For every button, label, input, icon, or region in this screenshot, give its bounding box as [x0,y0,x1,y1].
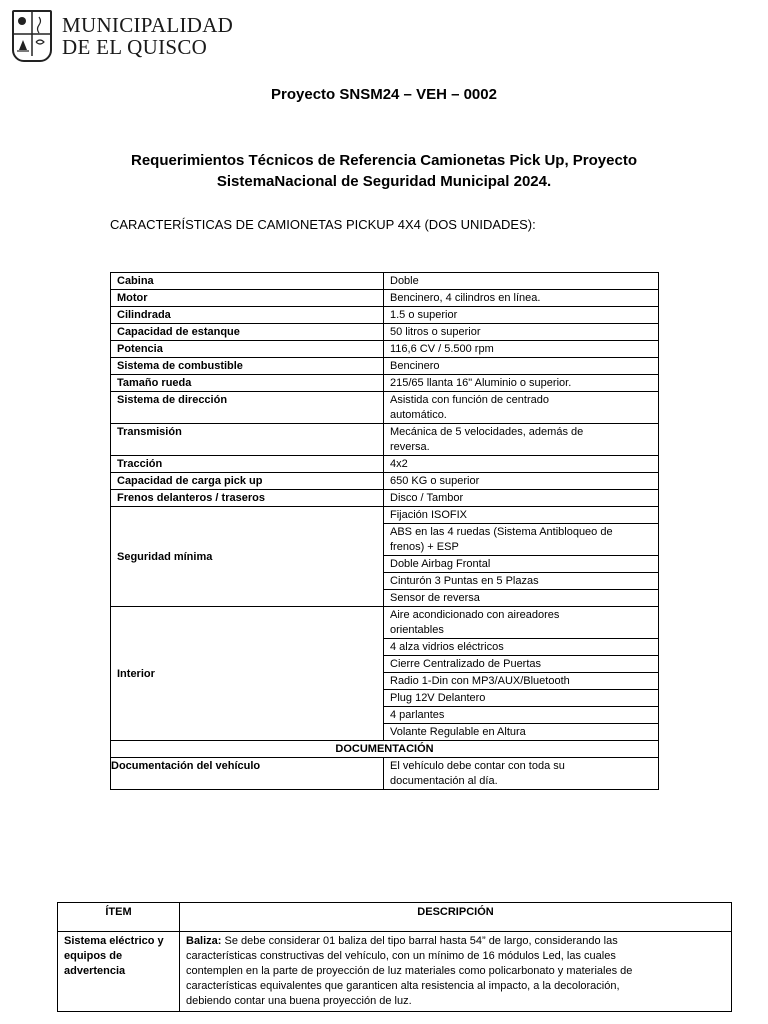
item-cell-line: equipos de [64,950,123,962]
table-row [111,273,659,290]
table-row [111,424,659,456]
table-row [111,473,659,490]
spec-value-line: Asistida con función de centrado [390,394,549,406]
table-row [111,341,659,358]
spec-value: 650 KG o superior [384,473,659,490]
table-row [111,490,659,507]
security-item: Doble Airbag Frontal [384,556,659,573]
spec-label: Motor [111,290,384,307]
spec-value [384,392,659,424]
spec-label: Potencia [111,341,384,358]
table-row [111,375,659,392]
spec-value: 4x2 [384,456,659,473]
security-item: Cinturón 3 Puntas en 5 Plazas [384,573,659,590]
requirements-title [110,150,658,192]
documentation-label: Documentación del vehículo [111,758,384,790]
requirements-title-line1: Requerimientos Técnicos de Referencia Camionetas Pick Up, Proyecto [130,152,637,169]
table-row [111,456,659,473]
municipality-name [62,14,233,58]
specifications-table [110,272,659,790]
municipality-name-line1: MUNICIPALIDAD [62,13,234,37]
table-row [111,758,659,790]
documentation-value [384,758,659,790]
item-cell [58,932,180,1012]
page-header [12,10,233,62]
item-column-header: ÍTEM [58,903,180,932]
description-line [186,934,725,949]
table-row [111,358,659,375]
spec-label: Cilindrada [111,307,384,324]
requirements-title-line2: SistemaNacional de Seguridad Municipal 2024. [216,173,552,190]
table-row [111,324,659,341]
spec-value [384,424,659,456]
interior-item [384,607,659,639]
spec-label: Cabina [111,273,384,290]
interior-item: Radio 1-Din con MP3/AUX/Bluetooth [384,673,659,690]
project-title: Proyecto SNSM24 – VEH – 0002 [271,86,497,103]
description-column-header: DESCRIPCIÓN [180,903,732,932]
spec-value: Disco / Tambor [384,490,659,507]
security-item-line: ABS en las 4 ruedas (Sistema Antibloqueo de [390,526,613,538]
description-line-text: Se debe considerar 01 baliza del tipo barral hasta 54” de largo, considerando las [221,935,618,947]
interior-item: 4 alza vidrios eléctricos [384,639,659,656]
table-row [111,741,659,758]
spec-value-line: automático. [390,409,447,421]
spec-value: 1.5 o superior [384,307,659,324]
spec-value-line: Mecánica de 5 velocidades, además de [390,426,584,438]
description-cell [180,932,732,1012]
spec-label: Transmisión [111,424,384,456]
security-label: Seguridad mínima [111,507,384,607]
security-item: Sensor de reversa [384,590,659,607]
documentation-header: DOCUMENTACIÓN [111,741,659,758]
spec-value-line: reversa. [390,441,430,453]
spec-label: Sistema de combustible [111,358,384,375]
description-line: debiendo contar una buena proyección de luz. [186,995,412,1007]
municipal-crest-logo [12,10,52,62]
spec-label: Capacidad de carga pick up [111,473,384,490]
table-row [58,932,732,1012]
interior-item-line: Aire acondicionado con aireadores [390,609,560,621]
municipality-name-line2: DE EL QUISCO [62,35,208,59]
table-row [111,307,659,324]
interior-item-line: orientables [390,624,444,636]
spec-value: 116,6 CV / 5.500 rpm [384,341,659,358]
description-line: contemplen en la parte de proyección de luz materiales como policarbonato y materiales de [186,965,633,977]
spec-label: Capacidad de estanque [111,324,384,341]
item-cell-line: Sistema eléctrico y [64,935,164,947]
description-bold-label: Baliza: [186,935,222,947]
description-line: características equivalentes que garanticen alta resistencia al impacto, a la decoloración, [186,980,620,992]
items-table [57,902,732,1012]
spec-label: Frenos delanteros / traseros [111,490,384,507]
interior-label: Interior [111,607,384,741]
table-row [111,290,659,307]
documentation-value-line: documentación al día. [390,775,498,787]
table-row [111,607,659,639]
interior-item: 4 parlantes [384,707,659,724]
spec-value: Bencinero [384,358,659,375]
table-row [111,392,659,424]
spec-value: 215/65 llanta 16" Aluminio o superior. [384,375,659,392]
security-item [384,524,659,556]
section-title: CARACTERÍSTICAS DE CAMIONETAS PICKUP 4X4 (DOS UNIDADES): [110,217,536,232]
spec-label: Sistema de dirección [111,392,384,424]
interior-item: Cierre Centralizado de Puertas [384,656,659,673]
spec-value: Doble [384,273,659,290]
table-header-row [58,903,732,932]
spec-label: Tamaño rueda [111,375,384,392]
item-cell-line: advertencia [64,965,126,977]
spec-value: Bencinero, 4 cilindros en línea. [384,290,659,307]
description-line: características constructivas del vehículo, con un mínimo de 16 módulos Led, las cuales [186,950,616,962]
interior-item: Plug 12V Delantero [384,690,659,707]
spec-value: 50 litros o superior [384,324,659,341]
spec-label: Tracción [111,456,384,473]
security-item-line: frenos) + ESP [390,541,459,553]
documentation-value-line: El vehículo debe contar con toda su [390,760,565,772]
table-row [111,507,659,524]
interior-item: Volante Regulable en Altura [384,724,659,741]
security-item: Fijación ISOFIX [384,507,659,524]
